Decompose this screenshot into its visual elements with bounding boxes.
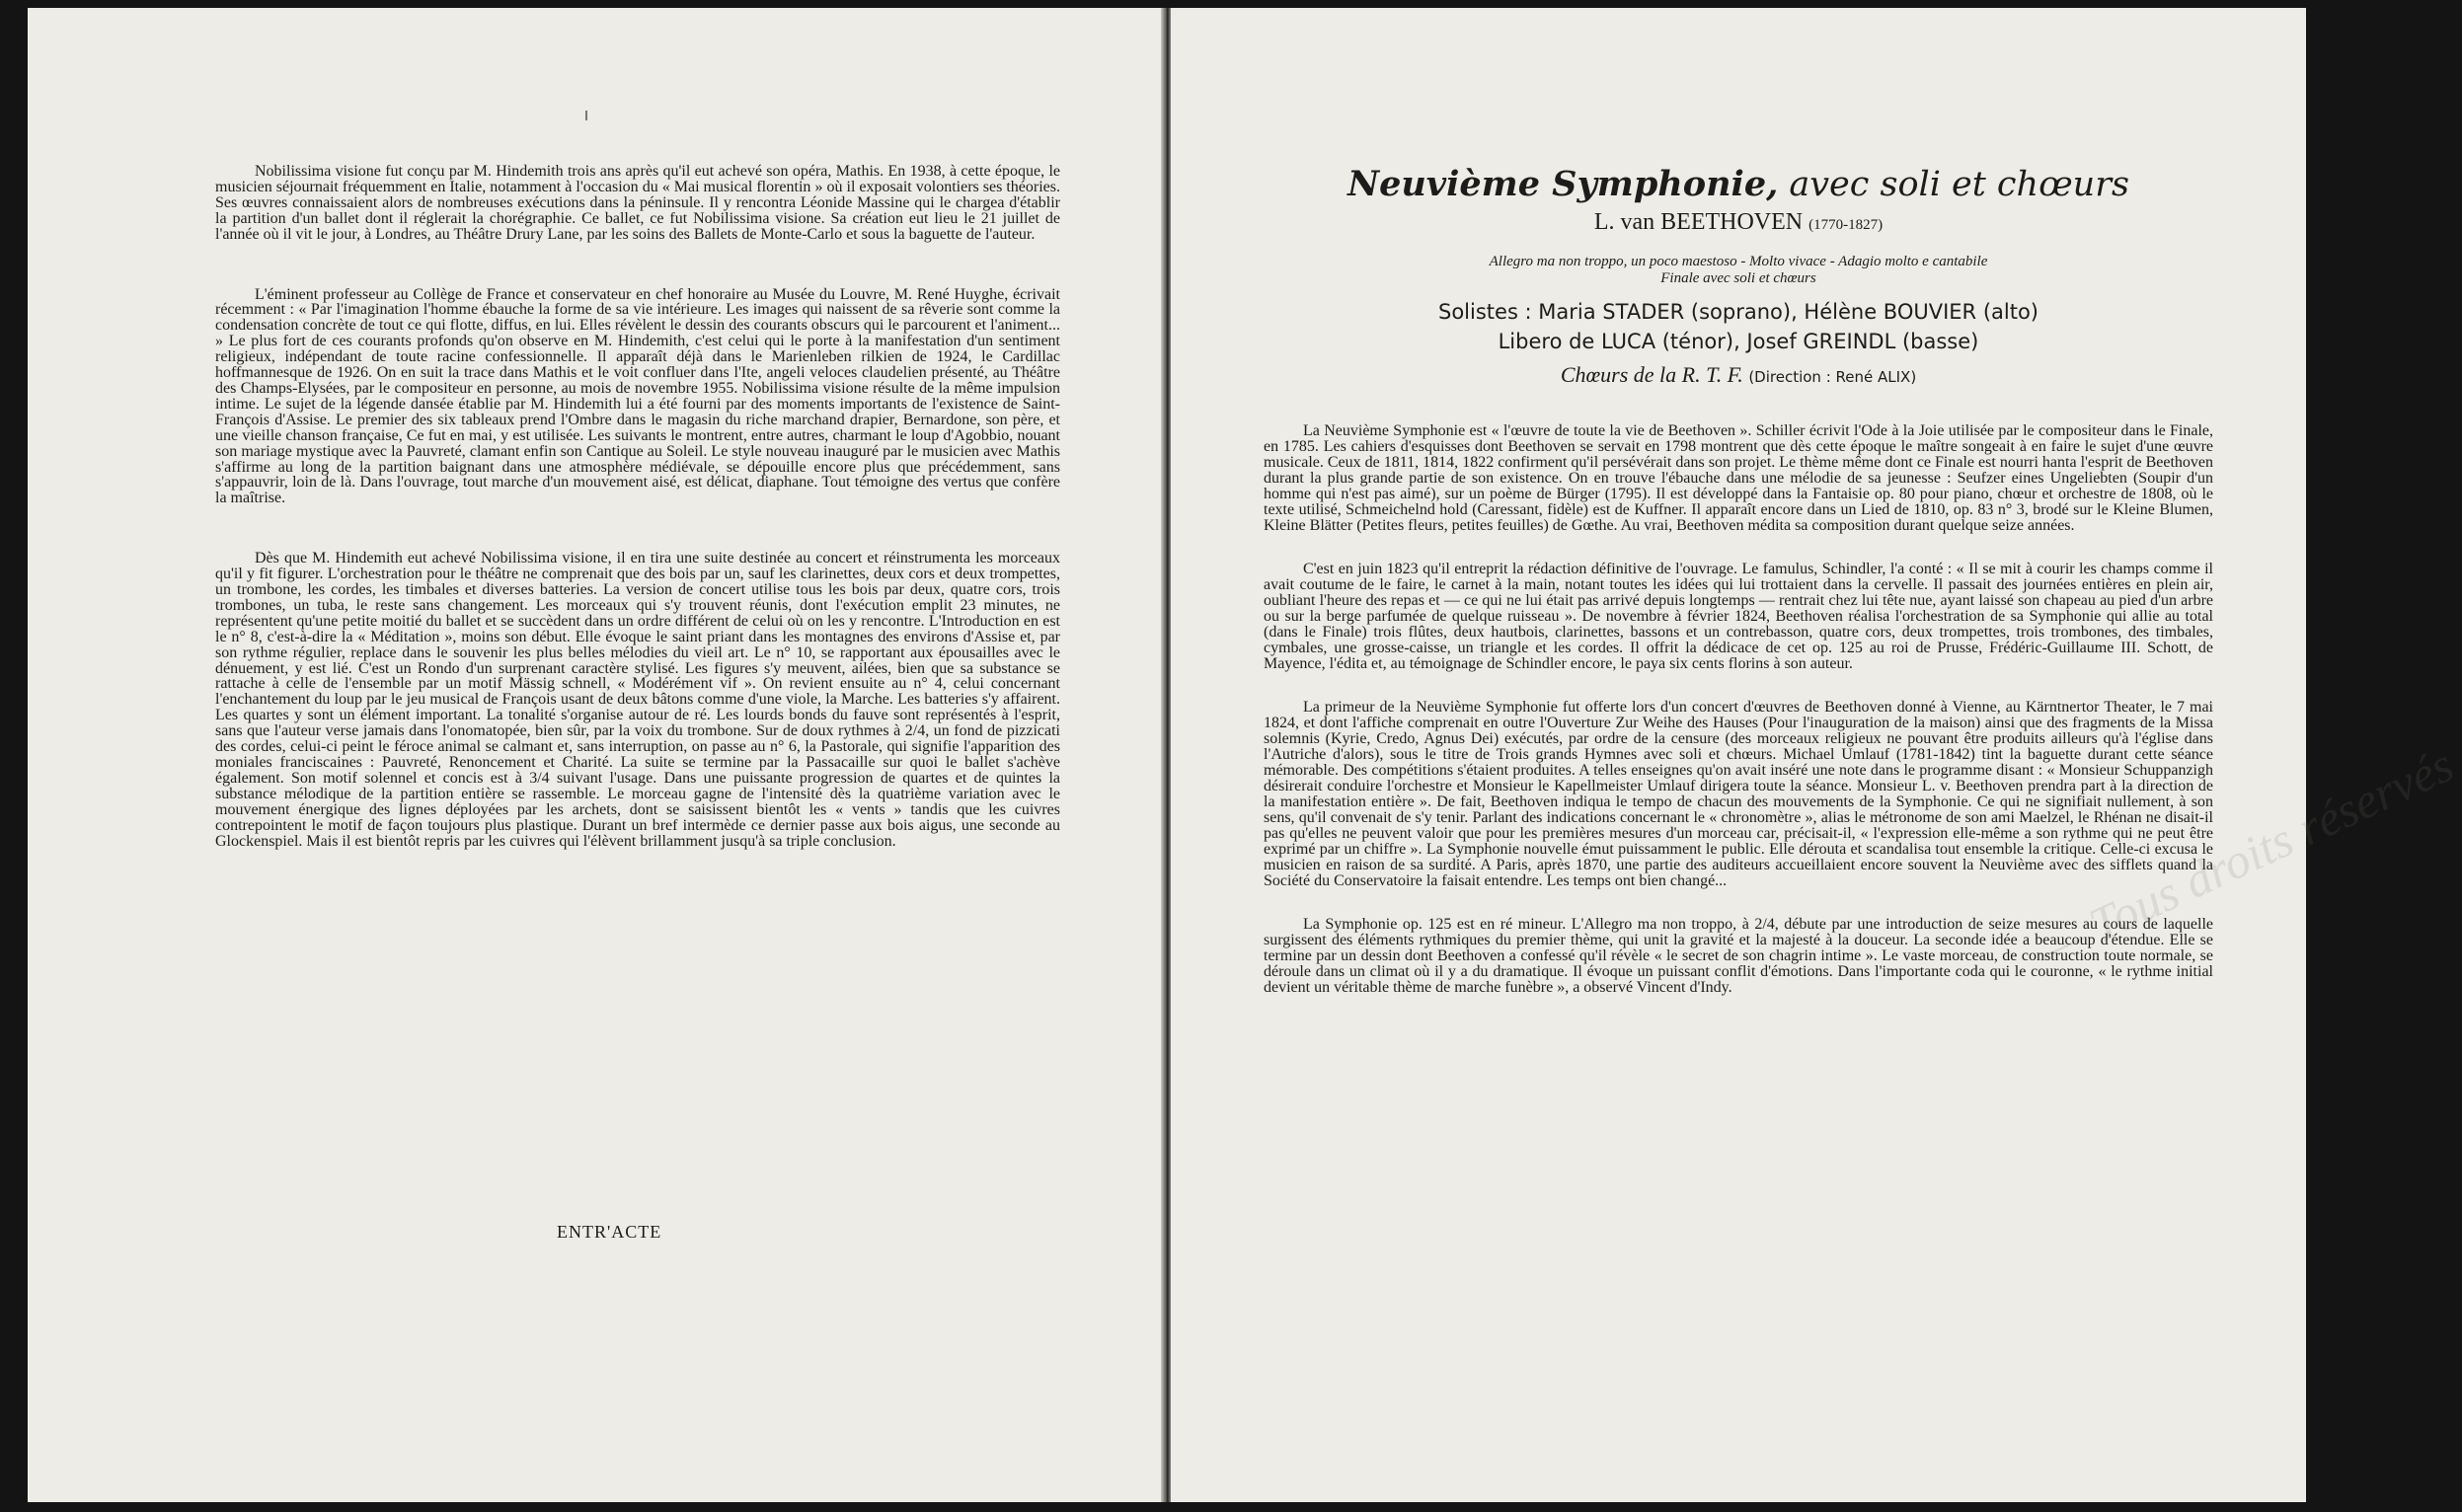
paragraph-allegro-analysis: La Symphonie op. 125 est en ré mineur. L'Allegro ma non troppo, à 2/4, débute par une introduction de seize mesures au cours de laquelle surgissent des éléments rythmiques du premier thème, qui unit la gravité et la majesté à la douceur. La seconde idée a beaucoup d'étendue. Elle se termine par un dessin dont Beethoven a confessé qu'il révèle « le secret de son chagrin intime ». Le vaste morceau, de construction toute normale, se déroule dans un climat où il y a du dramatique. Il évoque un puissant conflit d'émotions. Dans l'importante coda qui le couronne, « le rythme initial devient un véritable thème de marche funèbre », a observé Vincent d'Indy. <box>1264 916 2213 996</box>
composer-dates: (1770-1827) <box>1808 217 1884 233</box>
watermark-text: — Tous droits réservés <box>2030 736 2462 977</box>
right-column-text <box>1264 164 2213 996</box>
right-page <box>1171 8 2462 1502</box>
soloists-list <box>1264 297 2213 356</box>
choir-name: Chœurs de la R. T. F. <box>1560 362 1743 387</box>
program-heading <box>1264 164 2213 392</box>
work-title <box>1264 164 2213 205</box>
work-title-main: Neuvième Symphonie, <box>1347 164 1779 204</box>
paragraph-premiere-1824: La primeur de la Neuvième Symphonie fut offerte lors d'un concert d'œuvres de Beethoven donné à Vienne, au Kärntnertor Theater, le 7 mai 1824, et dont l'affiche comprenait en outre l'Ouverture Zur Weihe des Hauses (Pour l'inauguration de la maison) ainsi que des fragments de la Missa solemnis (Kyrie, Credo, Agnus Dei) exécutés, par ordre de la censure (des morceaux religieux ne pouvant être produits ailleurs qu'à l'église dans l'Autriche d'alors), sous le titre de Trois grands Hymnes avec soli et chœurs. Michael Umlauf (1781-1842) tint la baguette durant cette séance mémorable. Des compétitions s'étaient produites. A telles enseignes qu'on avait inséré une note dans le programme disant : « Monsieur Schuppanzigh désirerait conduire l'orchestre et Monsieur le Kapellmeister Umlauf dirigera toute la séance. Monsieur L. v. Beethoven prendra part à la direction de la manifestation entière ». De fait, Beethoven indiqua le tempo de chacun des mouvements de la Symphonie. Ce qui ne signifiait nullement, à son sens, qu'il convenait de s'y tenir. Parlant des indications concernant le « chronomètre », alias le métronome de son ami Maelzel, le Rhénan ne disait-il pas qu'elles ne peuvent valoir que pour les premières mesures d'un morceau car, précisait-il, « l'expression elle-même a son rythme qui ne peut être exprimé par un chiffre ». La Symphonie nouvelle émut puissamment le public. Elle dérouta et scandalisa tout ensemble la critique. Celle-ci excusa le musicien en raison de sa surdité. A Paris, après 1870, une partie des auditeurs accueillaient encore souvent la Neuvième avec des sifflets quand la Société du Conservatoire la faisait entendre. Les temps ont bien changé... <box>1264 699 2213 889</box>
fold-mark <box>585 111 587 120</box>
paragraph-genesis: La Neuvième Symphonie est « l'œuvre de toute la vie de Beethoven ». Schiller écrivit l'Ode à la Joie utilisée par le compositeur dans le Finale, en 1785. Les cahiers d'esquisses dont Beethoven se servait en 1798 montrent que dès cette époque le maître songeait à en faire le sujet d'une œuvre musicale. Ceux de 1811, 1814, 1822 confirment qu'il persévérait dans son projet. Le thème même dont ce Finale est nourri hanta l'esprit de Beethoven durant la plus grande partie de son existence. On en trouve l'ébauche dans une mélodie de sa jeunesse : Seufzer eines Ungeliebten (Soupir d'un homme qui n'est pas aimé), sur un poème de Bürger (1795). Il est développé dans la Fantaisie op. 80 pour piano, chœur et orchestre de 1808, où le texte utilisé, Schmeichelnd hold (Caressant, fidèle) est de Kuffner. Il apparaît encore dans un Lied de 1810, op. 83 n° 3, brodé sur le Kleine Blumen, Kleine Blätter (Petites fleurs, petites feuilles) de Gœthe. Au vrai, Beethoven médita sa composition durant quelque seize années. <box>1264 422 2213 534</box>
movement-list <box>1264 254 2213 287</box>
paragraph-concert-suite: Dès que M. Hindemith eut achevé Nobilissima visione, il en tira une suite destinée au concert et réinstrumenta les morceaux qu'il y fit figurer. L'orchestration pour le théâtre ne comprenait que des bois par un, sauf les clarinettes, deux cors et deux trompettes, un trombone, les cordes, les timbales et diverses batteries. La version de concert utilise tous les bois par deux, quatre cors, trois trombones, un tuba, le reste sans changement. Les morceaux qui s'y trouvent réunis, dont l'exécution emplit 23 minutes, ne représentent qu'une petite moitié du ballet et se succèdent dans un ordre différent de celui où on les y rencontre. L'Introduction en est le n° 8, c'est-à-dire la « Méditation », moins son début. Elle évoque le saint priant dans les montagnes des environs d'Assise et, par son rythme régulier, replace dans le souvenir les plus belles mélodies du vieil art. Le n° 10, se rapportant aux épousailles avec le dénuement, y est lié. C'est un Rondo d'un surprenant caractère stylisé. Les figures s'y meuvent, ailées, bien que sa substance se rattache à celle de l'ensemble par un motif Mässig schnell, « Modérément vif ». On revient ensuite au n° 4, celui concernant l'enchantement du loup par le jeu musical de François usant de deux bâtons comme d'une viole, la Marche. Les batteries s'y affairent. Les quartes y sont un élément important. La tonalité s'organise autour de ré. Les lourds bonds du fauve sont représentés à l'esprit, sans que l'auteur verse jamais dans l'onomatopée, bien sûr, par la voix du trombone. Sur de doux rythmes à 2/4, un fond de pizzicati des cordes, celui-ci peint le féroce animal se calmant et, sans interruption, on passe au n° 6, la Pastorale, qui signifie l'apparition des moniales franciscaines : Pauvreté, Renoncement et Charité. La suite se termine par la Passacaille sur quoi le ballet s'achève également. Son motif solennel et concis est à 3/4 suivant l'usage. Dans une puissante progression de quartes et de quintes la substance mélodique de la partition entière se rassemble. Le morceau gagne de l'intensité dès la quatrième variation avec le mouvement énergique des lignes déployées par les archets, dont se saisissent bientôt les « vents » tandis que les cuivres contrepointent le motif de façon toujours plus plastique. Durant un bref intermède ce dernier passe aux bois aigus, une seconde au Glockenspiel. Mais il est bientôt repris par les cuivres qui l'élèvent brillamment jusqu'à sa triple conclusion. <box>215 550 1060 850</box>
work-title-subtitle: avec soli et chœurs <box>1778 165 2129 204</box>
entracte-heading: ENTR'ACTE <box>557 1222 662 1242</box>
soloists-line-1: Solistes : Maria STADER (soprano), Hélène BOUVIER (alto) <box>1438 300 2039 324</box>
left-page <box>28 8 1163 1502</box>
composer-name: L. van BEETHOVEN <box>1593 209 1804 235</box>
choir-direction: (Direction : René ALIX) <box>1748 368 1917 386</box>
composer-line <box>1264 207 2213 240</box>
left-column-text <box>215 164 1060 893</box>
choir-line <box>1264 360 2213 392</box>
paragraph-nobilissima-origin: Nobilissima visione fut conçu par M. Hindemith trois ans après qu'il eut achevé son opéra, Mathis. En 1938, à cette époque, le musicien séjournait fréquemment en Italie, notamment à l'occasion du « Mai musical florentin » où il exposait volontiers ses théories. Ses œuvres connaissaient alors de nombreuses exécutions dans la péninsule. Il y rencontra Léonide Massine qui le chargea d'établir la partition d'un ballet dont il réglerait la chorégraphie. Ce ballet, ce fut Nobilissima visione. Sa création eut lieu le 21 juillet de l'année où il vit le jour, à Londres, au Théâtre Drury Lane, par les soins des Ballets de Monte-Carlo et sous la baguette de l'auteur. <box>215 163 1060 243</box>
paragraph-rene-huyghe: L'éminent professeur au Collège de France et conservateur en chef honoraire au Musée du Louvre, M. René Huyghe, écrivait récemment : « Par l'imagination l'homme ébauche la forme de sa vie intérieure. Les images qui naissent de sa rêverie sont comme la condensation concrète de tout ce qui flotte, diffus, en lui. Elles révèlent le dessin des courants obscurs qui le parcourent et l'animent... » Le plus fort de ces courants profonds qu'on observe en M. Hindemith, c'est celui qui le porte à la manifestation d'un sentiment religieux, indépendant de toute racine confessionnelle. Il apparaît déjà dans le Marienleben rilkien de 1924, le Cardillac hoffmannesque de 1926. On en suit la trace dans Mathis et le voit confluer dans l'Ite, angeli veloces claudelien présenté, au Théâtre des Champs-Elysées, par le compositeur en personne, au mois de novembre 1955. Nobilissima visione résulte de la même impulsion intime. Le sujet de la légende dansée établie par M. Hindemith lui a été fourni par des moments importants de l'existence de Saint-François d'Assise. Le premier des six tableaux prend l'Ombre dans le magasin du riche marchand drapier, Bernardone, son père, et une vieille chanson française, Ce fut en mai, y est utilisée. Les suivants le montrent, entre autres, charmant le loup d'Agobbio, nouant son mariage mystique avec la Pauvreté, clamant enfin son Cantique au Soleil. Le style nouveau inauguré par le musicien avec Mathis s'affirme au long de la partition baignant dans une atmosphère médiévale, se dépouille encore plus que précédemment, sans s'appauvrir, loin de là. Dans l'ouvrage, tout marche d'un mouvement aisé, est délicat, diaphane. Tout témoigne des vertus que confère la maîtrise. <box>215 285 1060 507</box>
paragraph-composition-1823: C'est en juin 1823 qu'il entreprit la rédaction définitive de l'ouvrage. Le famulus, Schindler, l'a conté : « Il se mit à courir les champs comme il avait coutume de le faire, le carnet à la main, notant toutes les idées qui lui trottaient dans la cervelle. Il passait des journées entières en plein air, oubliant l'heure des repas et — ce qui ne lui était pas arrivé depuis longtemps — rentrait chez lui tête nue, ayant laissé son chapeau au pied d'un arbre ou sur la berge parfumée de quelque ruisseau ». De novembre à février 1824, Beethoven réalisa l'orchestration de sa Symphonie qui allie au total (dans le Finale) trois flûtes, deux hautbois, clarinettes, bassons et un contrebasson, quatre cors, deux trompettes, trois trombones, des timbales, cymbales, une grosse-caisse, un triangle et les cordes. Il offrit la dédicace de cet op. 125 au roi de Prusse, Frédéric-Guillaume III. Schott, de Mayence, l'édita et, au témoignage de Schindler encore, le paya six cents florins à son auteur. <box>1264 561 2213 672</box>
movement-list-line-2: Finale avec soli et chœurs <box>1660 270 1816 286</box>
movement-list-line-1: Allegro ma non troppo, un poco maestoso - Molto vivace - Adagio molto e cantabile <box>1489 254 1988 269</box>
soloists-line-2: Libero de LUCA (ténor), Josef GREINDL (basse) <box>1498 330 1979 353</box>
